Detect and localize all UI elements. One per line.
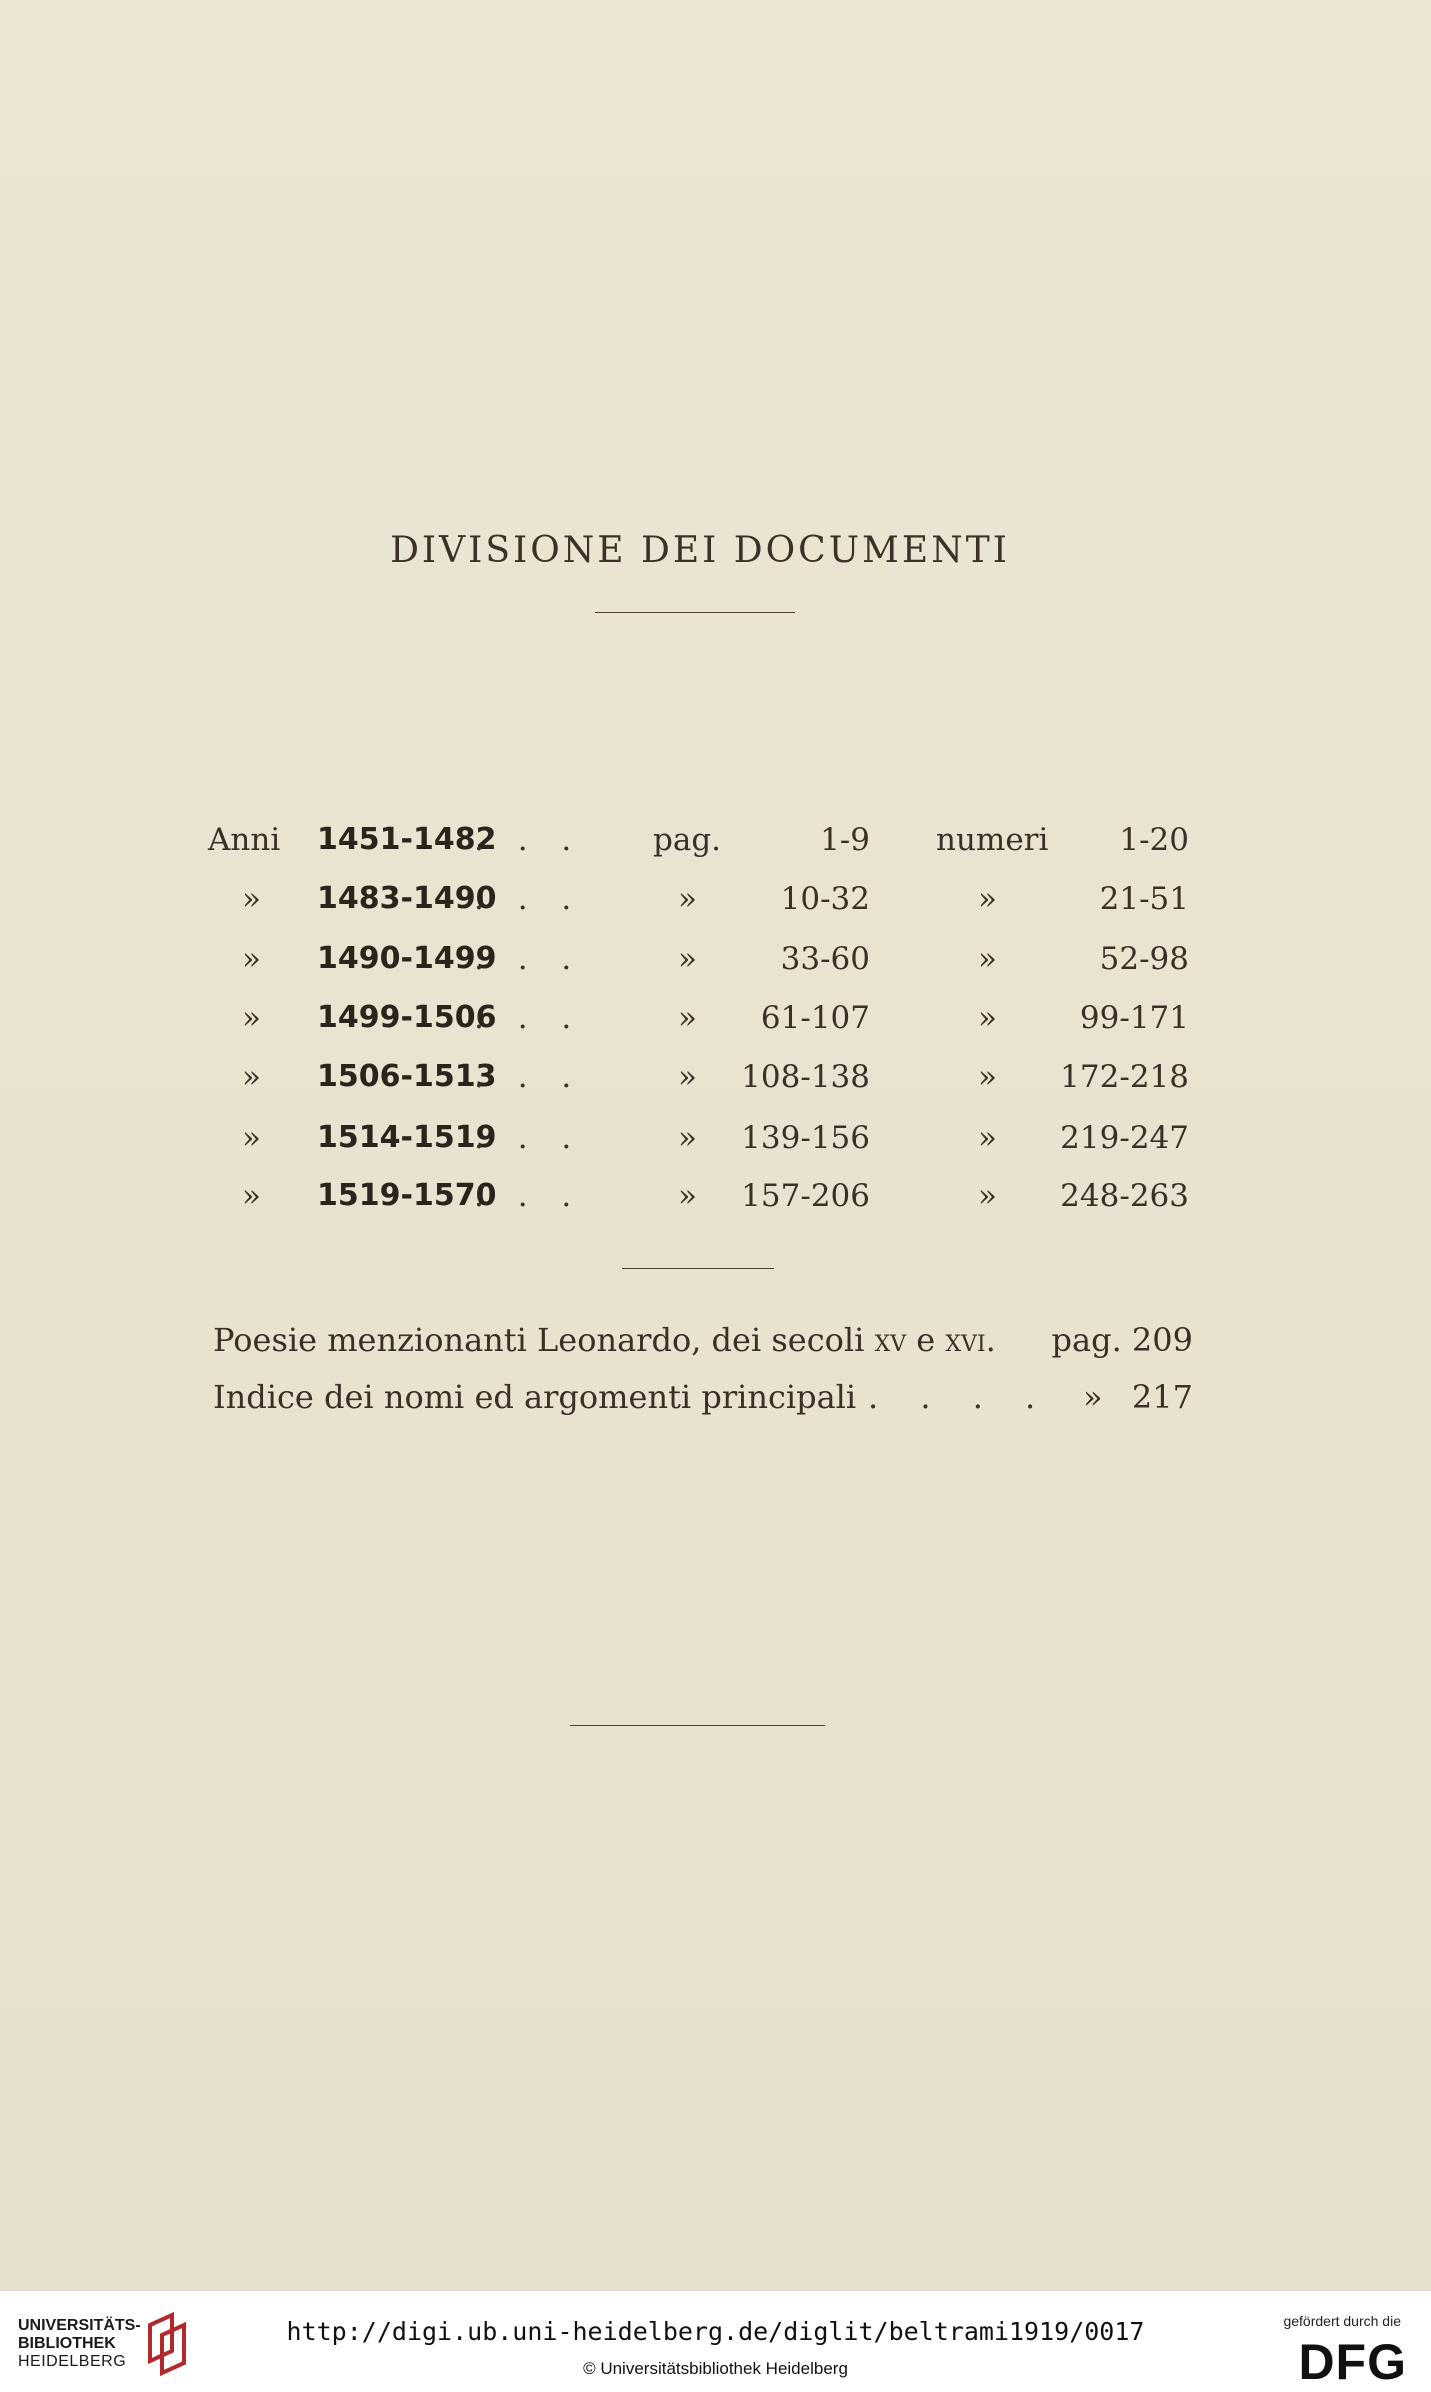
sponsor-caption: gefördert durch die (1283, 2313, 1401, 2329)
poesie-text: Poesie menzionanti Leonardo, dei secoli (213, 1321, 875, 1359)
year-range: 1519-1570 (317, 1178, 497, 1213)
page-title: DIVISIONE DEI DOCUMENTI (390, 530, 1010, 571)
page-label: » (678, 1120, 697, 1156)
number-range: 248-263 (1060, 1178, 1189, 1214)
year-range: 1490-1499 (317, 941, 497, 976)
page-range: 10-32 (780, 881, 870, 917)
row-prefix: Anni (208, 822, 281, 858)
copyright-notice: © Universitätsbibliothek Heidelberg (583, 2359, 848, 2378)
table-row (0, 1178, 1431, 1228)
row-prefix: » (242, 1059, 261, 1095)
number-range: 21-51 (1099, 881, 1189, 917)
row-prefix: » (242, 941, 261, 977)
library-name-line1: UNIVERSITÄTS- (18, 2317, 141, 2334)
page-range: 33-60 (780, 941, 870, 977)
number-range: 1-20 (1119, 822, 1189, 858)
closing-divider (570, 1725, 825, 1726)
number-range: 219-247 (1060, 1120, 1189, 1156)
dfg-logo[interactable]: DFG (1298, 2334, 1407, 2390)
page-label: » (678, 1059, 697, 1095)
number-label: » (978, 1178, 997, 1214)
page-label: » (678, 1000, 697, 1036)
page-range: 1-9 (820, 822, 870, 858)
leader-dots: . . . (474, 881, 584, 917)
table-row (0, 941, 1431, 991)
poesie-page-ref: pag. 209 (1051, 1321, 1193, 1359)
page-range: 61-107 (760, 1000, 870, 1036)
century-xvi: xvi (945, 1321, 986, 1359)
page-range: 157-206 (741, 1178, 870, 1214)
year-range: 1499-1506 (317, 1000, 497, 1035)
leader-dots: . . . (474, 941, 584, 977)
table-row (0, 1120, 1431, 1170)
year-range: 1506-1513 (317, 1059, 497, 1094)
number-label: » (978, 881, 997, 917)
number-range: 99-171 (1079, 1000, 1189, 1036)
number-label: numeri (936, 822, 1049, 858)
leader-dots: . . . (474, 1120, 584, 1156)
indice-leader-dots: . . . . (868, 1378, 1052, 1416)
table-row (0, 1059, 1431, 1109)
poesie-label (213, 1321, 996, 1359)
year-range: 1483-1490 (317, 881, 497, 916)
table-row (0, 881, 1431, 931)
permalink-url[interactable]: http://digi.ub.uni-heidelberg.de/diglit/beltrami1919/0017 (286, 2317, 1145, 2346)
number-label: » (978, 1000, 997, 1036)
leader-dots: . . . (474, 1178, 584, 1214)
table-row (0, 822, 1431, 872)
leader-dots: . . . (474, 1000, 584, 1036)
number-label: » (978, 941, 997, 977)
year-range: 1514-1519 (317, 1120, 497, 1155)
indice-label: Indice dei nomi ed argomenti principali (213, 1378, 857, 1416)
page-label: » (678, 881, 697, 917)
poesie-conjunction: e (906, 1321, 946, 1359)
indice-page: 217 (1131, 1378, 1193, 1416)
viewer-footer (0, 2290, 1431, 2392)
number-label: » (978, 1120, 997, 1156)
number-range: 172-218 (1060, 1059, 1189, 1095)
page-label: pag. (653, 822, 722, 858)
library-name-line2: BIBLIOTHEK (18, 2335, 116, 2352)
row-prefix: » (242, 1120, 261, 1156)
page-range: 108-138 (741, 1059, 870, 1095)
leader-dots: . . . (474, 822, 584, 858)
row-prefix: » (242, 1000, 261, 1036)
number-label: » (978, 1059, 997, 1095)
page-label: » (678, 941, 697, 977)
table-divider (622, 1268, 774, 1269)
row-prefix: » (242, 881, 261, 917)
page-label: » (678, 1178, 697, 1214)
leader-dots: . . . (474, 1059, 584, 1095)
row-prefix: » (242, 1178, 261, 1214)
year-range: 1451-1482 (317, 822, 497, 857)
page-range: 139-156 (741, 1120, 870, 1156)
century-xv: xv (874, 1321, 907, 1359)
library-name-line3: HEIDELBERG (18, 2353, 127, 2370)
number-range: 52-98 (1099, 941, 1189, 977)
title-divider (595, 612, 795, 613)
poesie-period: . (985, 1321, 996, 1359)
indice-ditto-mark: » (1083, 1378, 1103, 1416)
table-row (0, 1000, 1431, 1050)
